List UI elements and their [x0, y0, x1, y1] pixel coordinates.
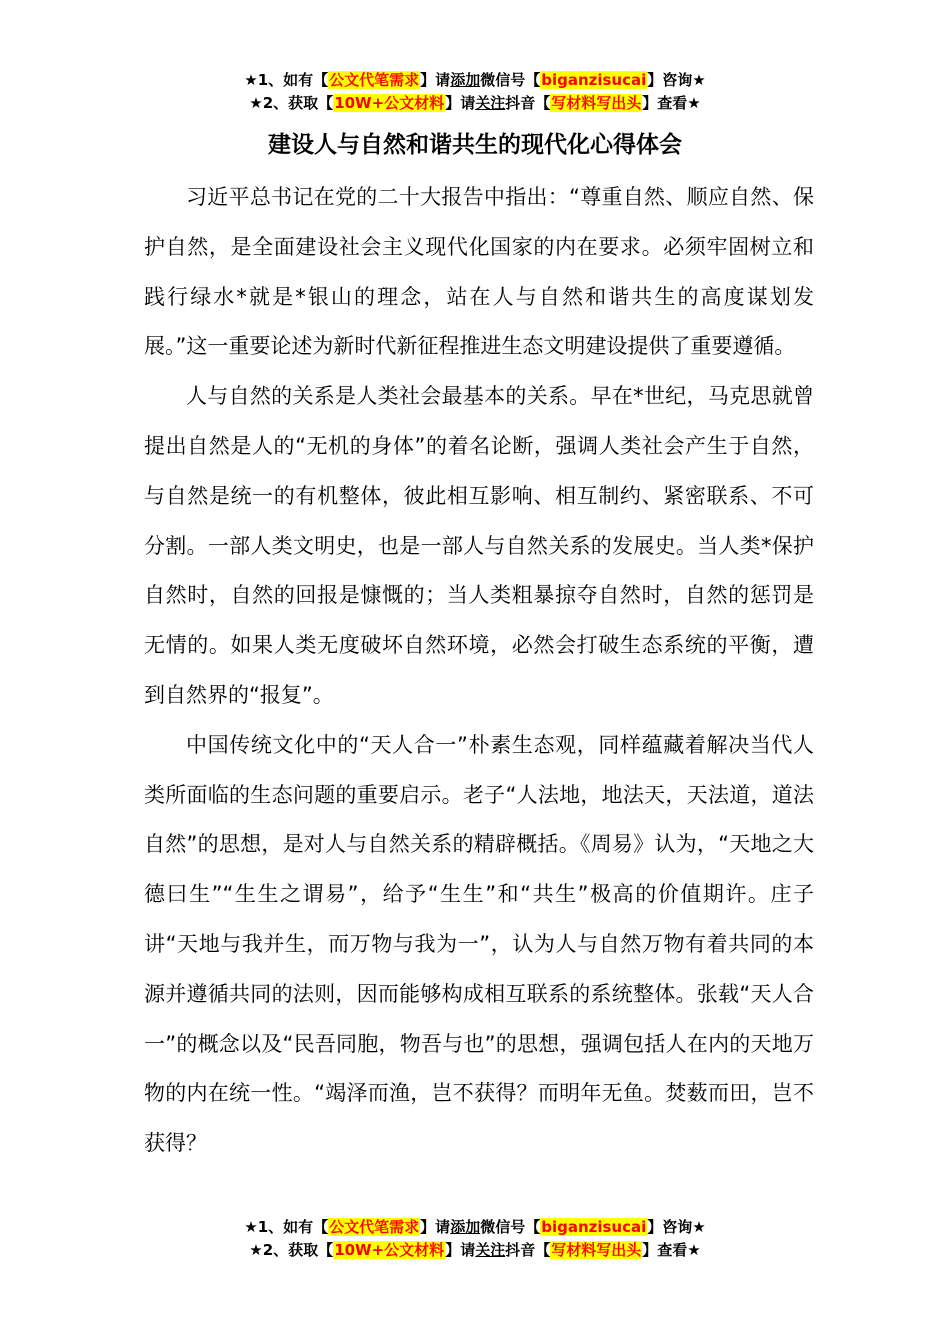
emphasis-text: 关注 [475, 1241, 506, 1259]
banner-text: ★2、获取【 [249, 1241, 334, 1259]
highlight-materials: 10W+公文材料 [334, 94, 445, 112]
highlight-wechat-id: biganzisucai [541, 71, 647, 89]
banner-text: 】请 [420, 1218, 451, 1236]
banner-text: 微信号【 [480, 1218, 541, 1236]
highlight-materials: 10W+公文材料 [334, 1241, 445, 1259]
emphasis-text: 添加 [450, 1218, 481, 1236]
banner-text: 】查看★ [642, 1241, 701, 1259]
document-title: 建设人与自然和谐共生的现代化心得体会 [268, 132, 682, 158]
highlight-service: 公文代笔需求 [329, 1218, 420, 1236]
paragraph: 中国传统文化中的“天人合一”朴素生态观，同样蕴藏着解决当代人类所面临的生态问题的重要启示。老子“人法地，地法天，天法道，道法自然”的思想，是对人与自然关系的精辟概括。《周易》认为，“天地之大德曰生”“生生之谓易”，给予“生生”和“共生”极高的价值期许。庄子讲“天地与我并生，而万物与我为一”，认为人与自然万物有着共同的本源并遵循共同的法则，因而能够构成相互联系的系统整体。张载“天人合一”的概念以及“民吾同胞，物吾与也”的思想，强调包括人在内的天地万物的内在统一性。“竭泽而渔，岂不获得？而明年无鱼。焚薮而田，岂不获得？ [144, 732, 814, 1156]
paragraph: 人与自然的关系是人类社会最基本的关系。早在*世纪，马克思就曾提出自然是人的“无机的身体”的着名论断，强调人类社会产生于自然，与自然是统一的有机整体，彼此相互影响、相互制约、紧密联系、不可分割。一部人类文明史，也是一部人与自然关系的发展史。当人类*保护自然时，自然的回报是慷慨的；当人类粗暴掠夺自然时，自然的惩罚是无情的。如果人类无度破坏自然环境，必然会打破生态系统的平衡，遭到自然界的“报复”。 [144, 384, 814, 707]
banner-text: 】请 [445, 1241, 476, 1259]
highlight-service: 公文代笔需求 [329, 71, 420, 89]
highlight-wechat-id: biganzisucai [541, 1218, 647, 1236]
header-banner [0, 69, 950, 115]
banner-text: 】咨询★ [647, 1218, 706, 1236]
banner-text: 抖音【 [505, 1241, 551, 1259]
banner-line-2 [0, 1239, 950, 1262]
banner-text: 】请 [420, 71, 451, 89]
banner-text: ★1、如有【 [244, 71, 329, 89]
banner-text: 】咨询★ [647, 71, 706, 89]
banner-line-2 [0, 92, 950, 115]
emphasis-text: 关注 [475, 94, 506, 112]
emphasis-text: 添加 [450, 71, 481, 89]
banner-text: 】查看★ [642, 94, 701, 112]
highlight-douyin-account: 写材料写出头 [551, 1241, 642, 1259]
paragraph: 习近平总书记在党的二十大报告中指出：“尊重自然、顺应自然、保护自然，是全面建设社会主义现代化国家的内在要求。必须牢固树立和践行绿水*就是*银山的理念，站在人与自然和谐共生的高度谋划发展。”这一重要论述为新时代新征程推进生态文明建设提供了重要遵循。 [144, 185, 814, 359]
banner-text: 微信号【 [480, 71, 541, 89]
banner-text: 】请 [445, 94, 476, 112]
highlight-douyin-account: 写材料写出头 [551, 94, 642, 112]
document-body [144, 173, 814, 1169]
banner-line-1 [0, 69, 950, 92]
banner-text: ★1、如有【 [244, 1218, 329, 1236]
banner-text: ★2、获取【 [249, 94, 334, 112]
banner-text: 抖音【 [505, 94, 551, 112]
banner-line-1 [0, 1216, 950, 1239]
footer-banner [0, 1216, 950, 1262]
